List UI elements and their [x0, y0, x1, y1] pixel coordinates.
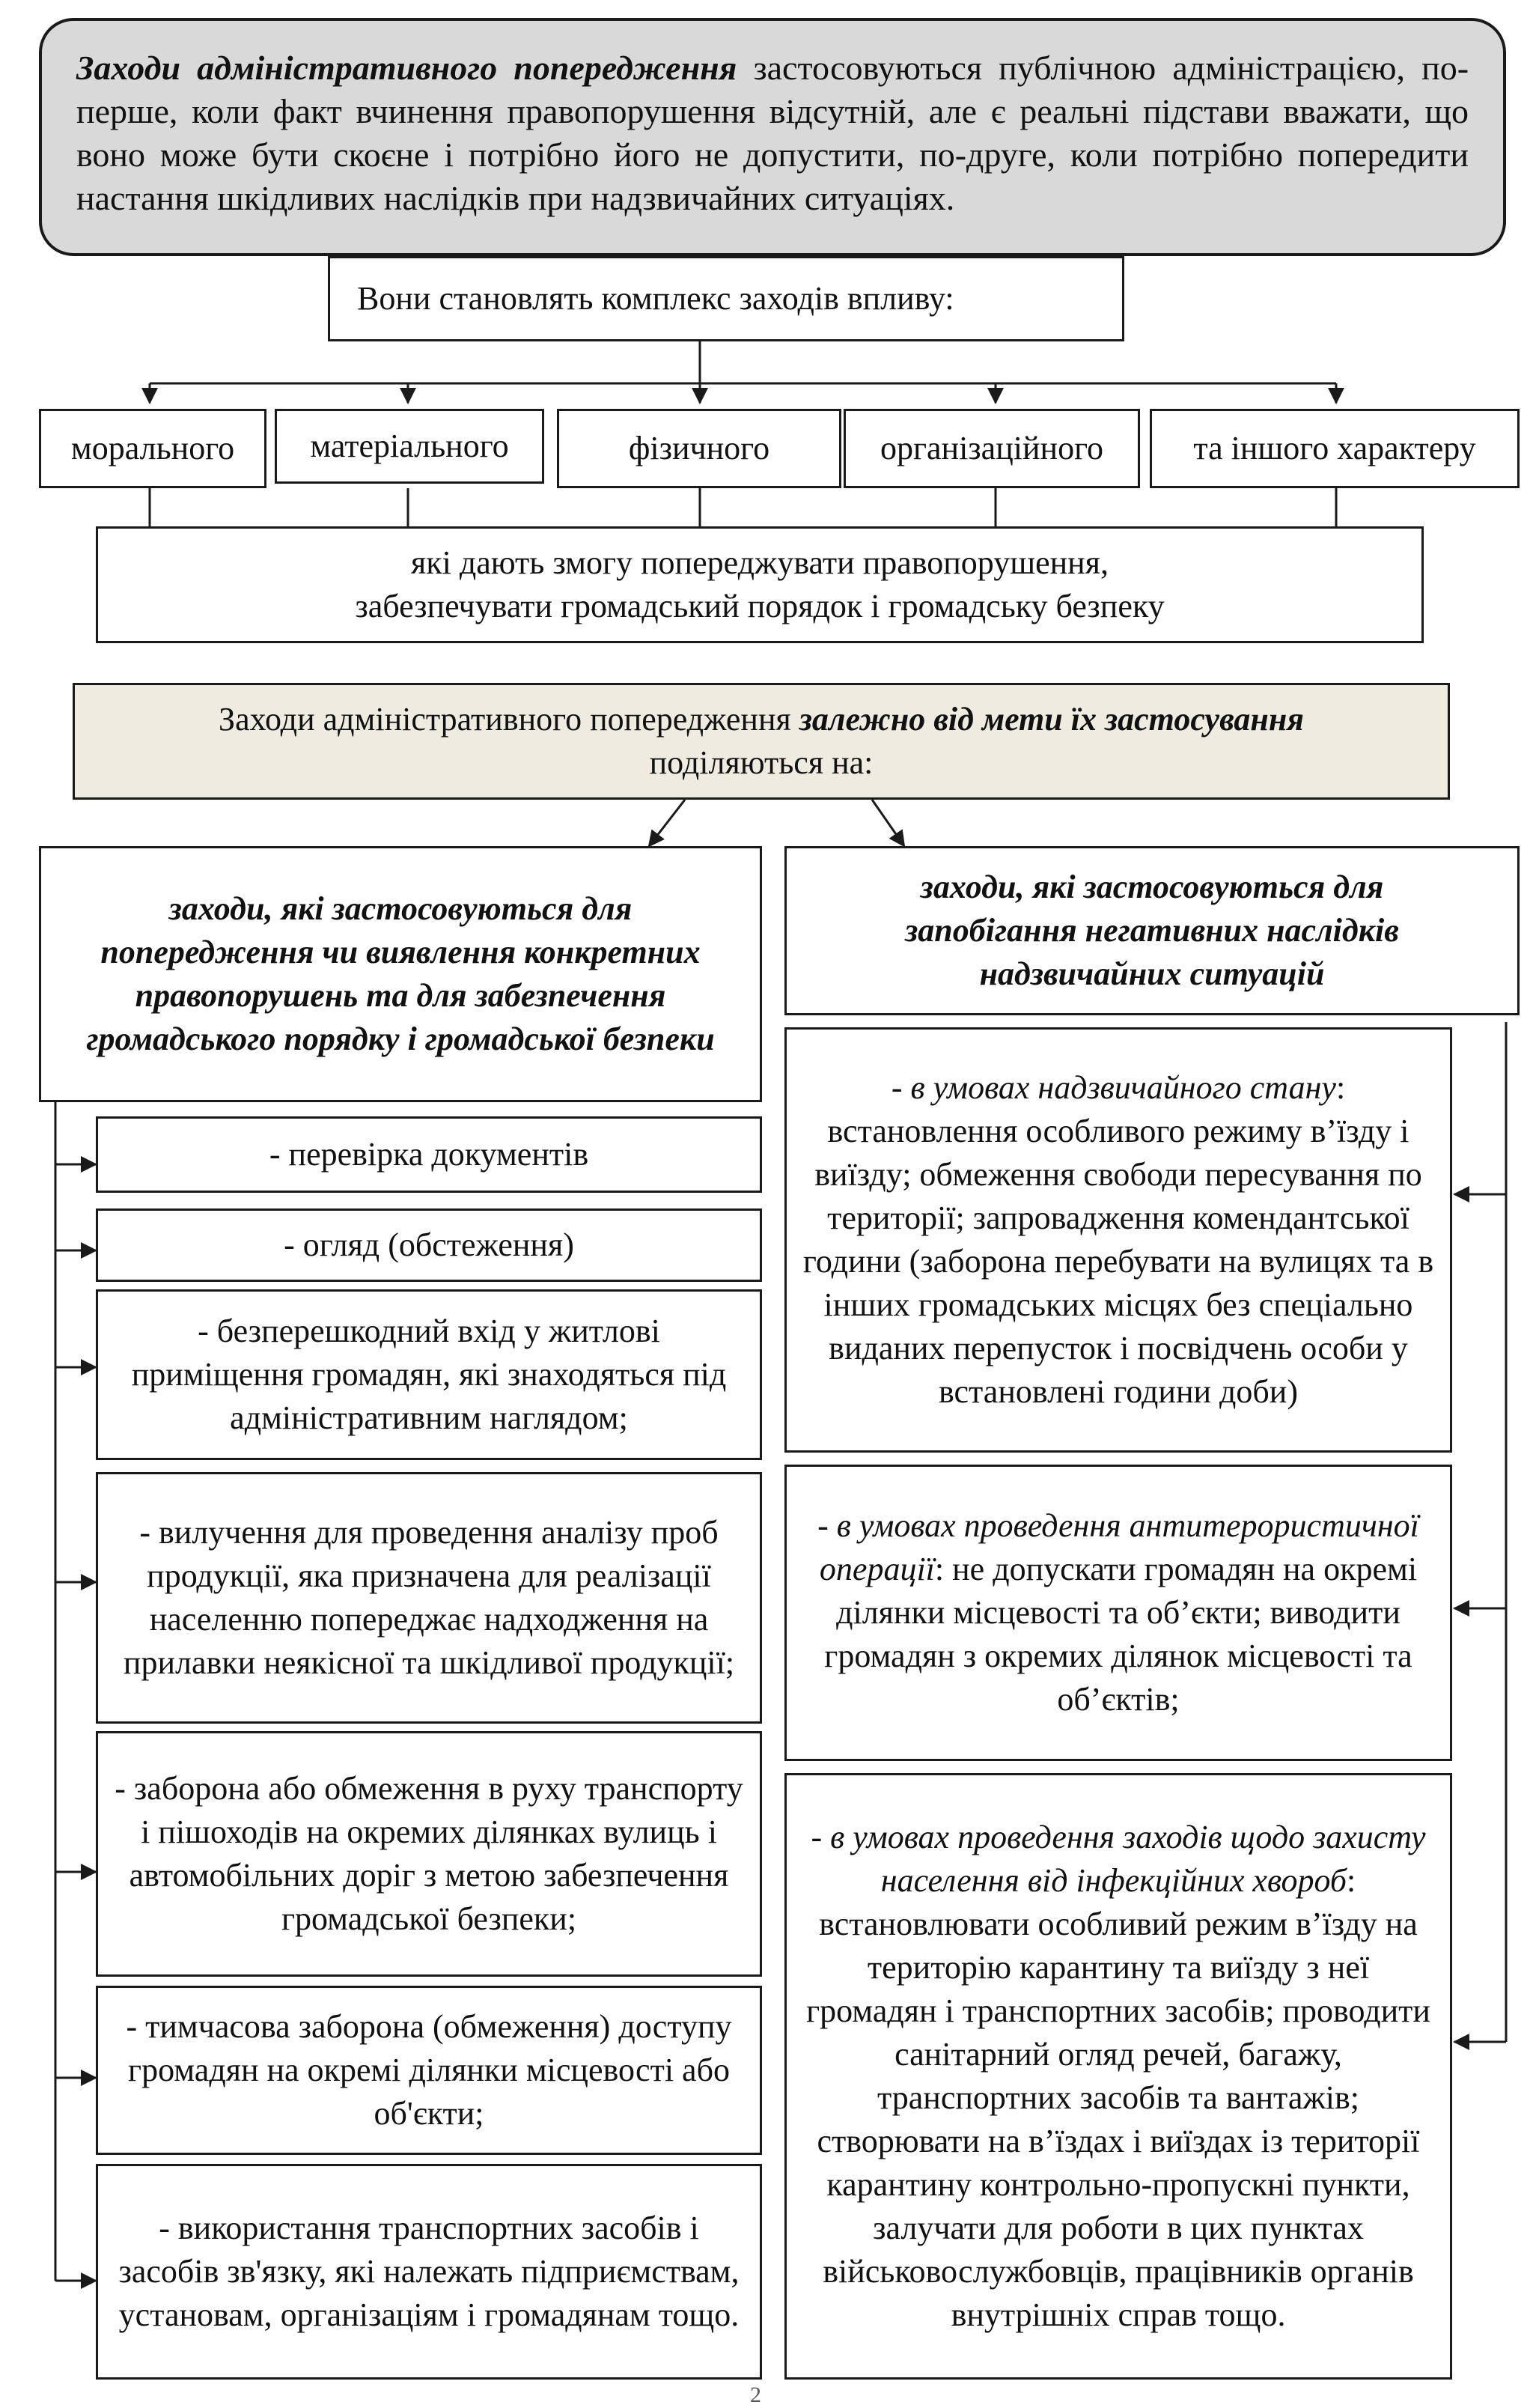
category-material: матеріального: [275, 409, 544, 484]
right-item-1-condition: в умовах надзвичайного стану: [910, 1069, 1336, 1106]
stray-mark: 2: [750, 2383, 761, 2407]
category-organizational: організаційного: [844, 409, 1140, 488]
right-item-2-condition: в умовах проведення антитерористичної операції: [819, 1507, 1419, 1587]
right-item-1: - в умовах надзвичайного стану: встановлення особливого режиму в’їзду і виїзду; обмеження свободи пересування по території; запровадження комендантської години (заборона перебувати на вулицях та в інших громадських місцях без спеціально виданих перепусток і посвідчень особи у встановлені години доби): [784, 1027, 1452, 1453]
left-item-5: - заборона або обмеження в руху транспорту і пішоходів на окремих ділянках вулиць і автомобільних доріг з метою забезпечення громадської безпеки;: [96, 1731, 762, 1977]
intro-text: застосовуються публічною адміністрацією, по-перше, коли факт вчинення правопорушення відсутній, але є реальні підстави вважати, що воно може бути скоєне і потрібно його не допустити, по-друге, коли потрібно попередити настання шкідливих наслідків при надзвичайних ситуаціях.: [76, 49, 1469, 217]
intro-box: [39, 18, 1506, 256]
intro-lead: Заходи адміністративного попередження: [76, 49, 737, 87]
left-item-1: - перевірка документів: [96, 1116, 762, 1193]
enable-line-2: забезпечувати громадський порядок і громадську безпеку: [355, 588, 1165, 624]
division-box: [73, 683, 1450, 800]
left-item-7: - використання транспортних засобів і засобів зв'язку, які належать підприємствам, установам, організаціям і громадянам тощо.: [96, 2164, 762, 2380]
category-physical: фізичного: [557, 409, 841, 488]
left-item-3: - безперешкодний вхід у житлові приміщення громадян, які знаходяться під адміністративним наглядом;: [96, 1289, 762, 1460]
arrow-left-column: [649, 800, 685, 846]
arrow-right-column: [872, 800, 904, 846]
left-item-2: - огляд (обстеження): [96, 1208, 762, 1282]
complex-text: Вони становлять комплекс заходів впливу:: [357, 280, 954, 317]
right-item-3-condition: в умовах проведення заходів щодо захисту населення від інфекційних хвороб: [830, 1819, 1426, 1899]
division-text: Заходи адміністративного попередження: [219, 701, 791, 738]
enable-box: [96, 526, 1424, 643]
complex-box: [328, 256, 1124, 341]
right-item-3: - в умовах проведення заходів щодо захисту населення від інфекційних хвороб: встановлювати особливий режим в’їзду на територію карантину та виїзду з неї громадян і транспортних засобів; проводити санітарний огляд речей, багажу, транспортних засобів та вантажів; створювати на в’їздах і виїздах із території карантину контрольно-пропускні пункти, залучати для роботи в цих пунктах військовослужбовців, працівників органів внутрішніх справ тощо.: [784, 1773, 1452, 2380]
category-moral: морального: [39, 409, 266, 488]
left-column-header: заходи, які застосовуються для попередження чи виявлення конкретних правопорушень та для забезпечення громадського порядку і громадської безпеки: [39, 846, 762, 1102]
left-item-6: - тимчасова заборона (обмеження) доступу громадян на окремі ділянки місцевості або об'єкти;: [96, 1986, 762, 2155]
enable-line-1: які дають змогу попереджувати правопорушення,: [411, 544, 1109, 581]
division-text-2: поділяються на:: [649, 744, 874, 781]
right-item-2: - в умовах проведення антитерористичної операції: не допускати громадян на окремі ділянки місцевості та об’єкти; виводити громадян з окремих ділянок місцевості та об’єктів;: [784, 1465, 1452, 1761]
right-column-header: заходи, які застосовуються для запобігання негативних наслідків надзвичайних ситуацій: [784, 846, 1520, 1015]
left-item-4: - вилучення для проведення аналізу проб продукції, яка призначена для реалізації населенню попереджає надходження на прилавки неякісної та шкідливої продукції;: [96, 1472, 762, 1724]
category-other: та іншого характеру: [1150, 409, 1520, 488]
division-emphasis: залежно від мети їх застосування: [799, 701, 1304, 738]
